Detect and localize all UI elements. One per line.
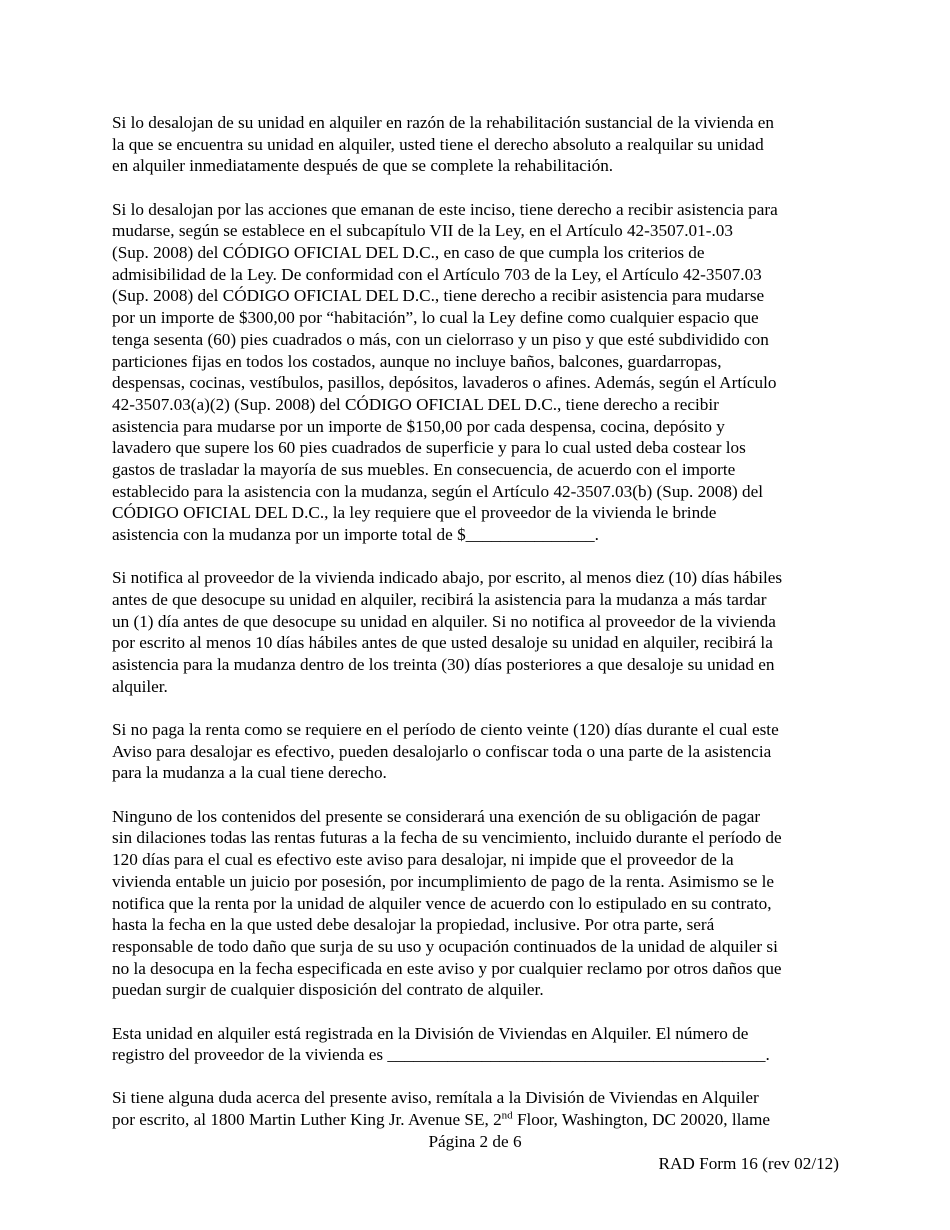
form-identifier: RAD Form 16 (rev 02/12) — [658, 1154, 839, 1173]
contact-text-start: Si tiene alguna duda acerca del presente aviso, remítala a la División de Viviendas en Alquiler por escrito, al 1800 Martin Luther King Jr. Avenue SE, 2 — [112, 1088, 759, 1130]
paragraph-rent-payment: Si no paga la renta como se requiere en el período de ciento veinte (120) días durante el cual este Aviso para desalojar es efectivo, pueden desalojarlo o confiscar toda o una parte de la asistencia para la mudanza a la cual tiene derecho. — [112, 720, 779, 783]
contact-text-end: Floor, Washington, DC 20020, llame — [512, 1110, 770, 1130]
paragraph-obligations: Ninguno de los contenidos del presente se considerará una exención de su obligación de pagar sin dilaciones todas las rentas futuras a la fecha de su vencimiento, incluido durante el período de 120 días para el cual es efectivo este aviso para desalojar, ni impide que el proveedor de la vivienda entable un juicio por posesión, por incumplimiento de pago de la renta. Asimismo se le notifica que la renta por la unidad de alquiler vence de acuerdo con lo estipulado en su contrato, hasta la fecha en la que usted debe desalojar la propiedad, inclusive. Por otra parte, será responsable de todo daño que surja de su uso y ocupación continuados de la unidad de alquiler si no la desocupa en la fecha especificada en este aviso y por cualquier reclamo por otros daños que puedan surgir de cualquier disposición del contrato de alquiler. — [112, 806, 782, 1000]
ordinal-suffix: nd — [501, 1109, 513, 1122]
paragraph-notice-timing: Si notifica al proveedor de la vivienda indicado abajo, por escrito, al menos diez (10) días hábiles antes de que desocupe su unidad en alquiler, recibirá la asistencia para la mudanza a más tardar un (1) día antes de que desocupe su unidad en alquiler. Si no notifica al proveedor de la vivienda por escrito al menos 10 días hábiles antes de que usted desaloje su unidad en alquiler, recibirá la asistencia para la mudanza dentro de los treinta (30) días posteriores a que desaloje su unidad en alquiler. — [112, 568, 783, 696]
paragraph-relocation-assistance: Si lo desalojan por las acciones que emanan de este inciso, tiene derecho a recibir asistencia para mudarse, según se establece en el subcapítulo VII de la Ley, en el Artículo 42-3507.01-.03 (Sup. 2008) del CÓDIGO OFICIAL DEL D.C., en caso de que cumpla los criterios de admisibilidad de la Ley. De conformidad con el Artículo 703 de la Ley, el Artículo 42-3507.03 (Sup. 2008) del CÓDIGO OFICIAL DEL D.C., tiene derecho a recibir asistencia para mudarse por un importe de $300,00 por “habitación”, lo cual la Ley define como cualquier espacio que tenga sesenta (60) pies cuadrados o más, con un cielorraso y un piso y que esté subdividido con particiones fijas en todos los costados, aunque no incluye baños, balcones, guardarropas, despensas, cocinas, vestíbulos, pasillos, depósitos, lavaderos o afines. Además, según el Artículo 42-3507.03(a)(2) (Sup. 2008) del CÓDIGO OFICIAL DEL D.C., tiene derecho a recibir asistencia para mudarse por un importe de $150,00 por cada despensa, cocina, depósito y lavadero que supere los 60 pies cuadrados de superficie y para lo cual usted deba costear los gastos de trasladar la mayoría de sus muebles. En consecuencia, de acuerdo con el importe establecido para la asistencia con la mudanza, según el Artículo 42-3507.03(b) (Sup. 2008) del CÓDIGO OFICIAL DEL D.C., la ley requiere que el proveedor de la vivienda le brinde asistencia con la mudanza por un importe total de $_______________. — [112, 199, 778, 545]
paragraph-contact — [112, 1087, 839, 1130]
paragraph-rehabilitation: Si lo desalojan de su unidad en alquiler en razón de la rehabilitación sustancial de la vivienda en la que se encuentra su unidad en alquiler, usted tiene el derecho absoluto a realquilar su unidad en alquiler inmediatamente después de que se complete la rehabilitación. — [112, 113, 774, 176]
page-number: Página 2 de 6 — [428, 1132, 522, 1151]
paragraph-registration: Esta unidad en alquiler está registrada en la División de Viviendas en Alquiler. El número de registro del proveedor de la vivienda es ____________________________________________. — [112, 1023, 770, 1065]
